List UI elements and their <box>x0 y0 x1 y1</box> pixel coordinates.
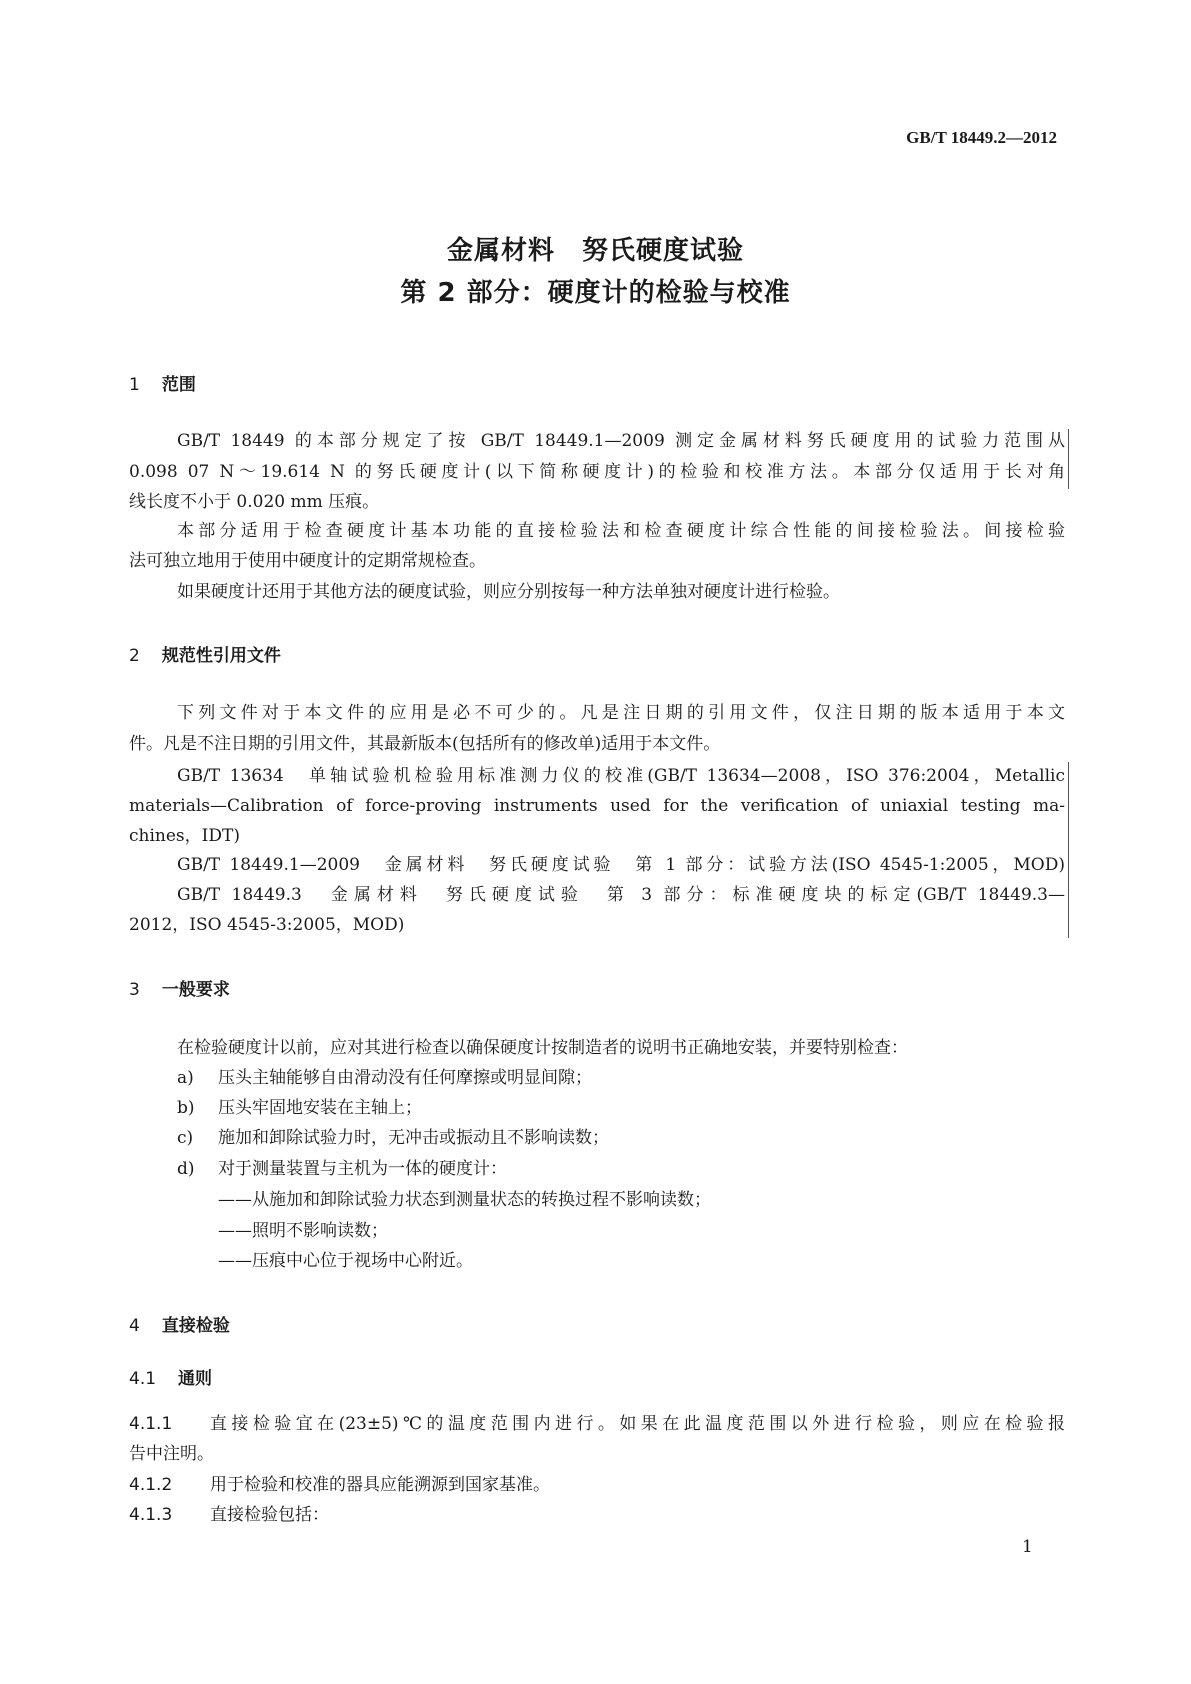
clause-number: 4.1.1 <box>129 1414 173 1434</box>
paragraph-line: GB/T 18449 的本部分规定了按 GB/T 18449.1—2009 测定金属材料努氏硬度用的试验力范围从 <box>177 431 1065 451</box>
list-text: 施加和卸除试验力时，无冲击或振动且不影响读数； <box>218 1128 609 1148</box>
clause-number: 4.1.2 <box>129 1475 173 1495</box>
section-title: 范围 <box>161 375 196 395</box>
section-number: 4 <box>129 1316 140 1336</box>
paragraph-line: 线长度不小于 0.020 mm 压痕。 <box>129 492 380 512</box>
sub-list-item: ——压痕中心位于视场中心附近。 <box>218 1251 473 1271</box>
section-3-heading <box>129 975 230 1000</box>
title-line-2: 第 2 部分：硬度计的检验与校准 <box>400 278 791 308</box>
paragraph-line: 件。凡是不注日期的引用文件，其最新版本(包括所有的修改单)适用于本文件。 <box>129 734 721 754</box>
list-text: 对于测量装置与主机为一体的硬度计： <box>218 1159 507 1179</box>
list-text: 压头牢固地安装在主轴上； <box>218 1098 422 1118</box>
section-title: 一般要求 <box>161 980 230 1000</box>
list-text: 压头主轴能够自由滑动没有任何摩擦或明显间隙； <box>218 1068 592 1088</box>
list-label: a) <box>177 1068 194 1088</box>
reference-line: 2012，ISO 4545-3:2005，MOD) <box>129 915 405 935</box>
section-title: 规范性引用文件 <box>161 646 281 666</box>
list-label: b) <box>177 1098 195 1118</box>
section-2-heading <box>129 641 281 666</box>
subsection-4-1-heading <box>129 1364 212 1389</box>
reference-line: GB/T 13634 单轴试验机检验用标准测力仪的校准(GB/T 13634—2008，ISO 376:2004，Metallic <box>177 766 1065 786</box>
reference-line: materials—Calibration of force-proving instruments used for the verification of uniaxial testing ma- <box>129 796 1065 816</box>
paragraph-line: 0.098 07 N～19.614 N 的努氏硬度计(以下简称硬度计)的检验和校准方法。本部分仅适用于长对角 <box>129 462 1065 482</box>
clause-text: 直接检验宜在(23±5)℃的温度范围内进行。如果在此温度范围以外进行检验，则应在检验报 <box>210 1414 1065 1434</box>
section-title: 通则 <box>178 1369 213 1389</box>
document-number: GB/T 18449.2—2012 <box>906 128 1057 147</box>
section-number: 4.1 <box>129 1369 157 1389</box>
section-1-heading <box>129 370 196 395</box>
section-number: 1 <box>129 375 140 395</box>
reference-line: GB/T 18449.3 金属材料 努氏硬度试验 第 3 部分：标准硬度块的标定(GB/T 18449.3— <box>177 885 1065 905</box>
paragraph-line: 如果硬度计还用于其他方法的硬度试验，则应分别按每一种方法单独对硬度计进行检验。 <box>177 582 840 602</box>
section-number: 2 <box>129 646 140 666</box>
paragraph-line: 本部分适用于检查硬度计基本功能的直接检验法和检查硬度计综合性能的间接检验法。间接检验 <box>177 521 1065 541</box>
paragraph-line: 下列文件对于本文件的应用是必不可少的。凡是注日期的引用文件，仅注日期的版本适用于本文 <box>177 703 1065 723</box>
clause-text: 直接检验包括： <box>210 1505 329 1525</box>
clause-text: 用于检验和校准的器具应能溯源到国家基准。 <box>210 1475 550 1495</box>
section-title: 直接检验 <box>161 1316 230 1336</box>
sub-list-item: ——照明不影响读数； <box>218 1221 388 1241</box>
paragraph-line: 在检验硬度计以前，应对其进行检查以确保硬度计按制造者的说明书正确地安装，并要特别检查： <box>177 1038 908 1058</box>
clause-number: 4.1.3 <box>129 1505 173 1525</box>
sub-list-item: ——从施加和卸除试验力状态到测量状态的转换过程不影响读数； <box>218 1190 711 1210</box>
change-bar <box>1068 762 1069 938</box>
reference-line: chines，IDT) <box>129 826 240 846</box>
reference-line: GB/T 18449.1—2009 金属材料 努氏硬度试验 第 1 部分：试验方法(ISO 4545-1:2005，MOD) <box>177 855 1065 875</box>
section-4-heading <box>129 1311 230 1336</box>
section-number: 3 <box>129 980 140 1000</box>
list-label: c) <box>177 1128 194 1148</box>
change-bar <box>1068 429 1069 489</box>
paragraph-line: 法可独立地用于使用中硬度计的定期常规检查。 <box>129 551 486 571</box>
list-label: d) <box>177 1159 195 1179</box>
clause-text: 告中注明。 <box>129 1444 214 1464</box>
page-number: 1 <box>1022 1537 1033 1557</box>
title-line-1: 金属材料 努氏硬度试验 <box>446 236 744 266</box>
